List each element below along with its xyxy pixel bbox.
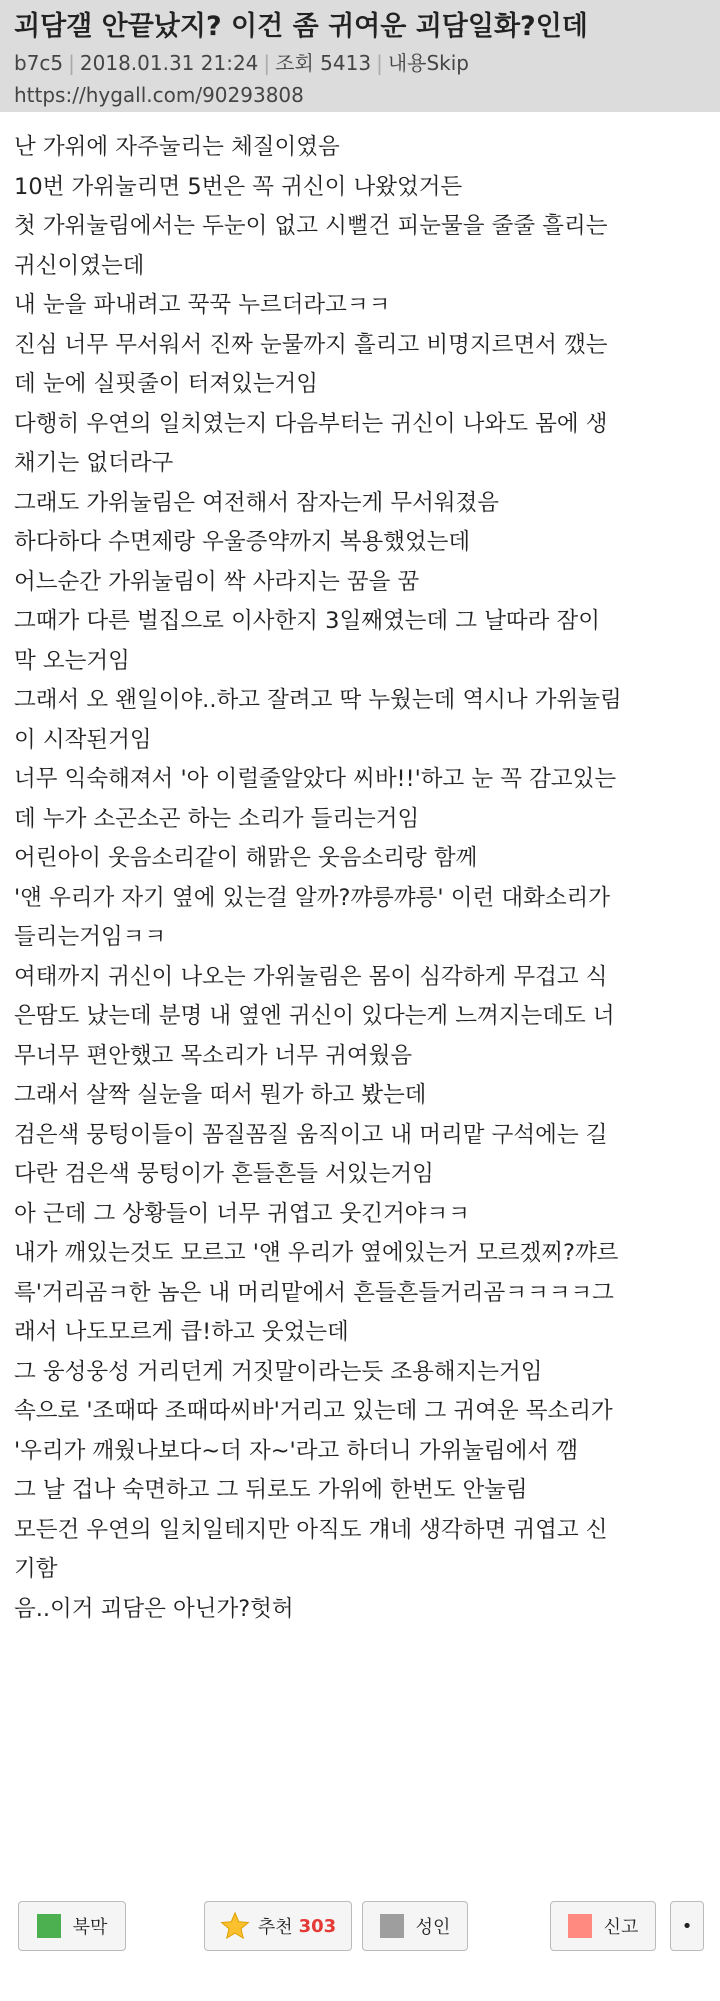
body-line: 그래서 살짝 실눈을 떠서 뭔가 하고 봤는데 bbox=[14, 1082, 427, 1108]
body-line: 들리는거임ㅋㅋ bbox=[14, 924, 167, 950]
body-line: 데 누가 소곤소곤 하는 소리가 들리는거임 bbox=[14, 805, 420, 832]
more-dot-icon: • bbox=[681, 1915, 693, 1937]
view-count: 조회 5413 bbox=[275, 51, 372, 75]
body-line: 하다하다 수면제랑 우울증약까지 복용했었는데 bbox=[14, 529, 471, 555]
adult-icon bbox=[380, 1914, 404, 1938]
body-line: 내 눈을 파내려고 꾹꾹 누르더라고ㅋㅋ bbox=[14, 292, 391, 318]
body-line: 여태까지 귀신이 나오는 가위눌림은 몸이 심각하게 무겁고 식 bbox=[14, 963, 608, 990]
body-line: '얜 우리가 자기 옆에 있는걸 알까?꺄릉꺄릉' 이런 대화소리가 bbox=[14, 884, 611, 911]
more-button[interactable] bbox=[670, 1901, 704, 1951]
body-line: 다란 검은색 뭉텅이가 흔들흔들 서있는거임 bbox=[14, 1161, 434, 1187]
bookmark-button[interactable] bbox=[18, 1901, 126, 1951]
body-line: 막 오는거임 bbox=[14, 647, 130, 674]
body-line: 그래도 가위눌림은 여전해서 잠자는게 무서워졌음 bbox=[14, 489, 500, 516]
report-button[interactable] bbox=[550, 1901, 656, 1951]
post-header bbox=[0, 0, 720, 112]
body-line: 다행히 우연의 일치였는지 다음부터는 귀신이 나와도 몸에 생 bbox=[14, 410, 608, 437]
body-line: 그 날 겁나 숙면하고 그 뒤로도 가위에 한번도 안눌림 bbox=[14, 1477, 528, 1503]
body-line: 모든건 우연의 일치일테지만 아직도 걔네 생각하면 귀엽고 신 bbox=[14, 1516, 608, 1543]
body-line: 그때가 다른 벌집으로 이사한지 3일째였는데 그 날따라 잠이 bbox=[14, 608, 601, 634]
body-line: 데 눈에 실핏줄이 터져있는거임 bbox=[14, 371, 319, 397]
body-line: 은땀도 났는데 분명 내 옆엔 귀신이 있다는게 느껴지는데도 너 bbox=[14, 1003, 615, 1029]
body-line: 귀신이였는데 bbox=[14, 252, 145, 279]
body-line: 난 가위에 자주눌리는 체질이였음 bbox=[14, 134, 340, 160]
star-icon bbox=[220, 1911, 250, 1941]
body-line: 기함 bbox=[14, 1556, 58, 1582]
body-line: '우리가 깨웠나보다~더 자~'라고 하더니 가위눌림에서 깸 bbox=[14, 1437, 579, 1464]
post-meta bbox=[14, 47, 706, 79]
skip-content-link[interactable]: 내용Skip bbox=[387, 51, 469, 75]
meta-divider: | bbox=[376, 51, 383, 75]
author-id: b7c5 bbox=[14, 51, 64, 75]
body-line: 첫 가위눌림에서는 두눈이 없고 시뻘건 피눈물을 줄줄 흘리는 bbox=[14, 213, 608, 239]
recommend-label: 추천 bbox=[257, 1917, 293, 1938]
body-line: 10번 가위눌리면 5번은 꼭 귀신이 나왔었거든 bbox=[14, 173, 463, 200]
body-line: 무너무 편안했고 목소리가 너무 귀여웠음 bbox=[14, 1042, 413, 1069]
body-line: 채기는 없더라구 bbox=[14, 450, 174, 476]
post-url[interactable]: https://hygall.com/90293808 bbox=[14, 83, 304, 107]
body-line: 어느순간 가위눌림이 싹 사라지는 꿈을 꿈 bbox=[14, 568, 420, 595]
post-date: 2018.01.31 21:24 bbox=[79, 51, 259, 75]
body-line: 래서 나도모르게 큽!하고 웃었는데 bbox=[14, 1319, 349, 1345]
report-label: 신고 bbox=[603, 1917, 639, 1938]
body-line: 그 웅성웅성 거리던게 거짓말이라는듯 조용해지는거임 bbox=[14, 1358, 543, 1385]
body-line: 음..이거 괴담은 아닌가?헛허 bbox=[14, 1595, 294, 1622]
body-line: 이 시작된거임 bbox=[14, 726, 152, 753]
post-actions bbox=[0, 1901, 720, 1957]
body-line: 진심 너무 무서워서 진짜 눈물까지 흘리고 비명지르면서 깼는 bbox=[14, 331, 608, 358]
body-line: 아 근데 그 상황들이 너무 귀엽고 웃긴거야ㅋㅋ bbox=[14, 1200, 470, 1227]
body-line: 너무 익숙해져서 '아 이럴줄알았다 씨바!!'하고 눈 꼭 감고있는 bbox=[14, 766, 617, 792]
recommend-count: 303 bbox=[298, 1915, 337, 1937]
body-line: 검은색 뭉텅이들이 꼼질꼼질 움직이고 내 머리맡 구석에는 길 bbox=[14, 1121, 608, 1148]
meta-divider: | bbox=[68, 51, 75, 75]
post-title: 괴담갤 안끝났지? 이건 좀 귀여운 괴담일화?인데 bbox=[14, 11, 588, 42]
meta-divider: | bbox=[263, 51, 271, 75]
adult-label: 성인 bbox=[415, 1917, 451, 1938]
adult-button[interactable] bbox=[362, 1901, 468, 1951]
body-line: 속으로 '조때따 조때따씨바'거리고 있는데 그 귀여운 목소리가 bbox=[14, 1398, 613, 1424]
body-line: 륵'거리곰ㅋ한 놈은 내 머리맡에서 흔들흔들거리곰ㅋㅋㅋㅋ그 bbox=[14, 1279, 614, 1306]
post-body bbox=[14, 128, 710, 1629]
bookmark-label: 북막 bbox=[72, 1917, 108, 1938]
body-line: 내가 깨있는것도 모르고 '얜 우리가 옆에있는거 모르겠찌?꺄르 bbox=[14, 1240, 619, 1266]
bookmark-icon bbox=[37, 1914, 61, 1938]
body-line: 그래서 오 왠일이야..하고 잘려고 딱 누웠는데 역시나 가위눌림 bbox=[14, 687, 622, 713]
body-line: 어린아이 웃음소리같이 해맑은 웃음소리랑 함께 bbox=[14, 845, 478, 871]
recommend-button[interactable] bbox=[204, 1901, 352, 1951]
report-icon bbox=[568, 1914, 592, 1938]
